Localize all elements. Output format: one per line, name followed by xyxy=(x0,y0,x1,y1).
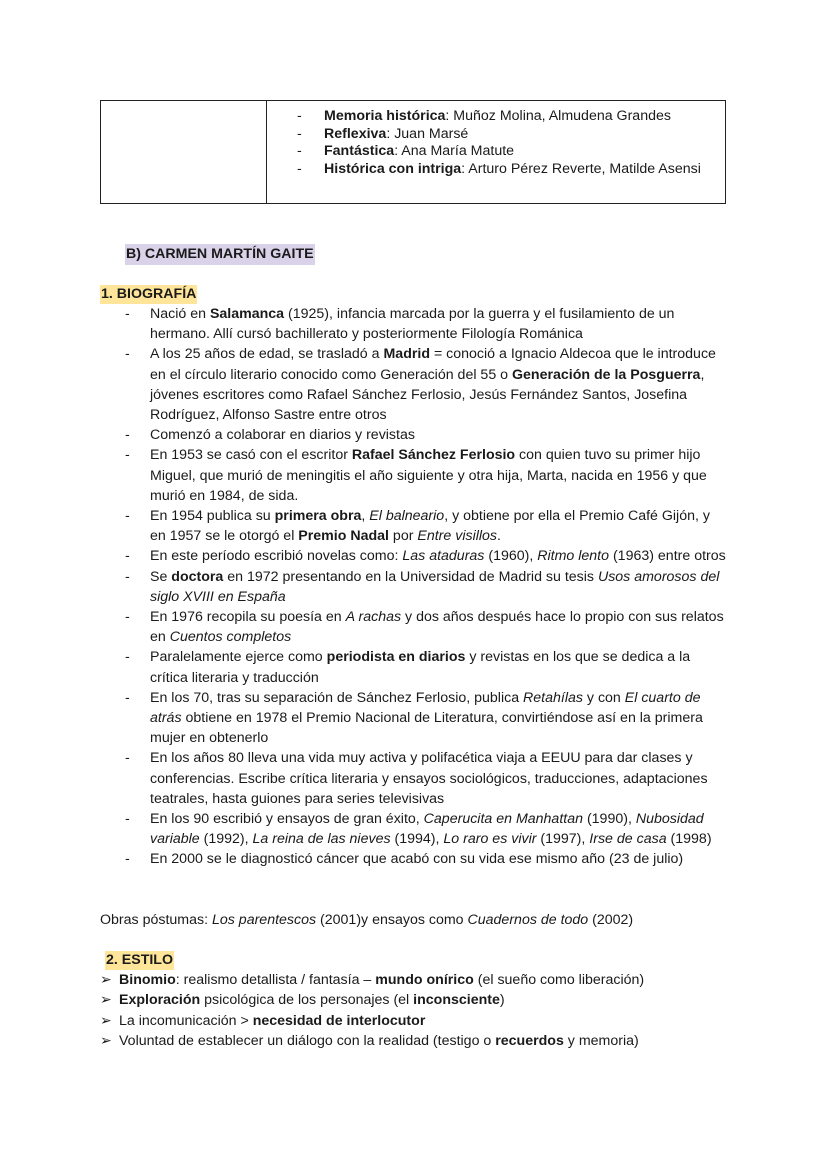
list-item: - Reflexiva: Juan Marsé xyxy=(297,126,717,144)
list-item: - En este período escribió novelas como: Las ataduras (1960), Ritmo lento (1963) entre otros xyxy=(125,546,727,566)
genre-table xyxy=(100,100,726,204)
list-item: - En los años 80 lleva una vida muy activa y polifacética viaja a EEUU para dar clases y conferencias. Escribe crítica literaria y ensayos sociológicos, traducciones, adaptaciones teatrales, hasta guiones para series televisivas xyxy=(125,748,727,809)
arrow-bullet-icon: ➢ xyxy=(100,992,112,1009)
section-heading-b: B) CARMEN MARTÍN GAITE xyxy=(125,244,315,265)
list-item-text: Voluntad de establecer un diálogo con la realidad (testigo o recuerdos y memoria) xyxy=(119,1033,639,1050)
list-item xyxy=(100,990,740,1010)
genre-list xyxy=(297,108,717,178)
style-list xyxy=(100,970,740,1052)
list-item: - En 1976 recopila su poesía en A rachas y dos años después hace lo propio con sus relatos en Cuentos completos xyxy=(125,607,727,647)
list-item: - En los 90 escribió y ensayos de gran éxito, Caperucita en Manhattan (1990), Nubosidad variable (1992), La reina de las nieves (1994), Lo raro es vivir (1997), Irse de casa (1998) xyxy=(125,809,727,849)
list-item: - Memoria histórica: Muñoz Molina, Almudena Grandes xyxy=(297,108,717,126)
biography-list xyxy=(125,304,727,870)
list-item-text: La incomunicación > necesidad de interlocutor xyxy=(119,1012,426,1029)
list-item xyxy=(100,970,740,990)
list-item-text: Exploración psicológica de los personajes (el inconsciente) xyxy=(119,992,505,1009)
list-item xyxy=(100,1031,740,1051)
table-cell-genres xyxy=(267,101,725,203)
biography-heading: 1. BIOGRAFÍA xyxy=(101,286,197,302)
list-item: - En 1954 publica su primera obra, El balneario, y obtiene por ella el Premio Café Gijón, y en 1957 se le otorgó el Premio Nadal por Entre visillos. xyxy=(125,506,727,546)
list-item: - Nació en Salamanca (1925), infancia marcada por la guerra y el fusilamiento de un hermano. Allí cursó bachillerato y posteriormente Filología Románica xyxy=(125,304,727,344)
arrow-bullet-icon: ➢ xyxy=(100,1033,112,1050)
list-item: - A los 25 años de edad, se trasladó a Madrid = conoció a Ignacio Aldecoa que le introduce en el círculo literario conocido como Generación del 55 o Generación de la Posguerra, jóvenes escritores como Rafael Sánchez Ferlosio, Jesús Fernández Santos, Josefina Rodríguez, Alfonso Sastre entre otros xyxy=(125,344,727,425)
list-item: - Histórica con intriga: Arturo Pérez Reverte, Matilde Asensi xyxy=(297,161,717,179)
arrow-bullet-icon: ➢ xyxy=(100,1012,112,1029)
list-item: - En los 70, tras su separación de Sánchez Ferlosio, publica Retahílas y con El cuarto de atrás obtiene en 1978 el Premio Nacional de Literatura, convirtiéndose así en la primera mujer en obtenerlo xyxy=(125,688,727,749)
list-item xyxy=(100,1011,740,1031)
list-item: - Comenzó a colaborar en diarios y revistas xyxy=(125,425,727,445)
arrow-bullet-icon: ➢ xyxy=(100,972,112,988)
list-item: - Se doctora en 1972 presentando en la Universidad de Madrid su tesis Usos amorosos del siglo XVIII en España xyxy=(125,567,727,607)
list-item: - Fantástica: Ana María Matute xyxy=(297,143,717,161)
list-item: - En 1953 se casó con el escritor Rafael Sánchez Ferlosio con quien tuvo su primer hijo Miguel, que murió de meningitis el año siguiente y otra hija, Marta, nacida en 1956 y que murió en 1984, de sida. xyxy=(125,445,727,506)
list-item-text: Binomio: realismo detallista / fantasía – mundo onírico (el sueño como liberación) xyxy=(119,972,645,988)
table-cell-empty xyxy=(101,101,267,203)
style-heading: 2. ESTILO xyxy=(106,952,174,968)
list-item: - Paralelamente ejerce como periodista en diarios y revistas en los que se dedica a la crítica literaria y traducción xyxy=(125,647,727,687)
list-item: - En 2000 se le diagnosticó cáncer que acabó con su vida ese mismo año (23 de julio) xyxy=(125,849,727,869)
posthumous-works-line: Obras póstumas: Los parentescos (2001)y ensayos como Cuadernos de todo (2002) xyxy=(100,912,634,928)
